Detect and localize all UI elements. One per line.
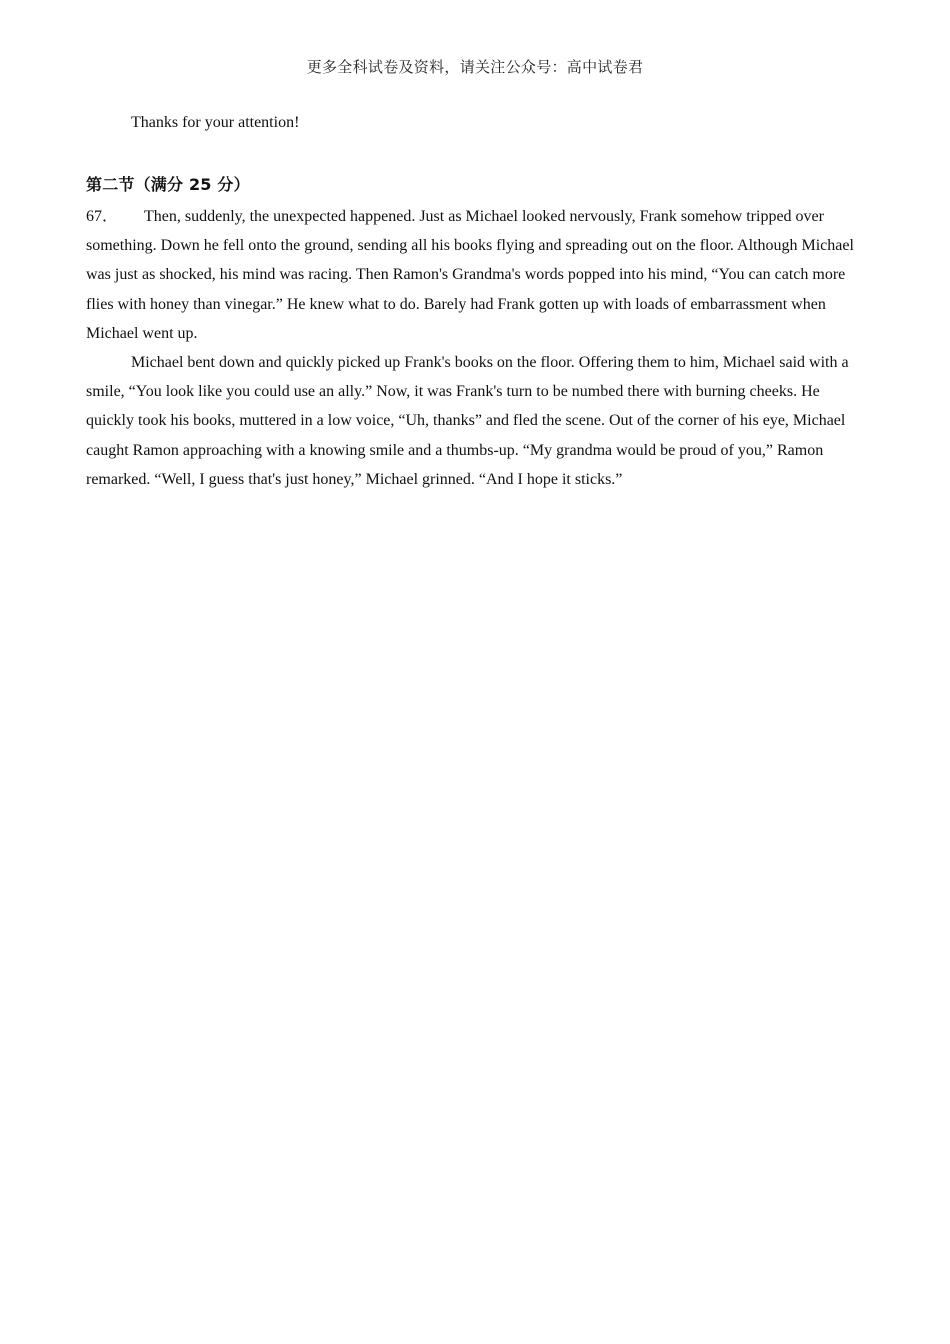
paragraph-1 bbox=[86, 202, 864, 348]
paragraph-2: Michael bent down and quickly picked up Frank's books on the floor. Offering them to him, Michael said with a smile, “You look like you could use an ally.” Now, it was Frank's turn to be numbed there with burning cheeks. He quickly took his books, muttered in a low voice, “Uh, thanks” and fled the scene. Out of the corner of his eye, Michael caught Ramon approaching with a knowing smile and a thumbs-up. “My grandma would be proud of you,” Ramon remarked. “Well, I guess that's just honey,” Michael grinned. “And I hope it sticks.” bbox=[86, 354, 849, 488]
page-header-banner: 更多全科试卷及资料，请关注公众号：高中试卷君 bbox=[306, 58, 644, 76]
paragraph-1-text: Then, suddenly, the unexpected happened. Just as Michael looked nervously, Frank somehow tripped over something. Down he fell onto the ground, sending all his books flying and spreading out on the floor. Although Michael was just as shocked, his mind was racing. Then Ramon's Grandma's words popped into his mind, “You can catch more flies with honey than vinegar.” He knew what to do. Barely had Frank gotten up with loads of embarrassment when Michael went up. bbox=[86, 208, 854, 342]
question-number: 67． bbox=[86, 208, 119, 225]
closing-line: Thanks for your attention! bbox=[131, 114, 300, 131]
section-heading: 第二节（满分 25 分） bbox=[86, 175, 250, 194]
answer-block bbox=[86, 202, 864, 494]
